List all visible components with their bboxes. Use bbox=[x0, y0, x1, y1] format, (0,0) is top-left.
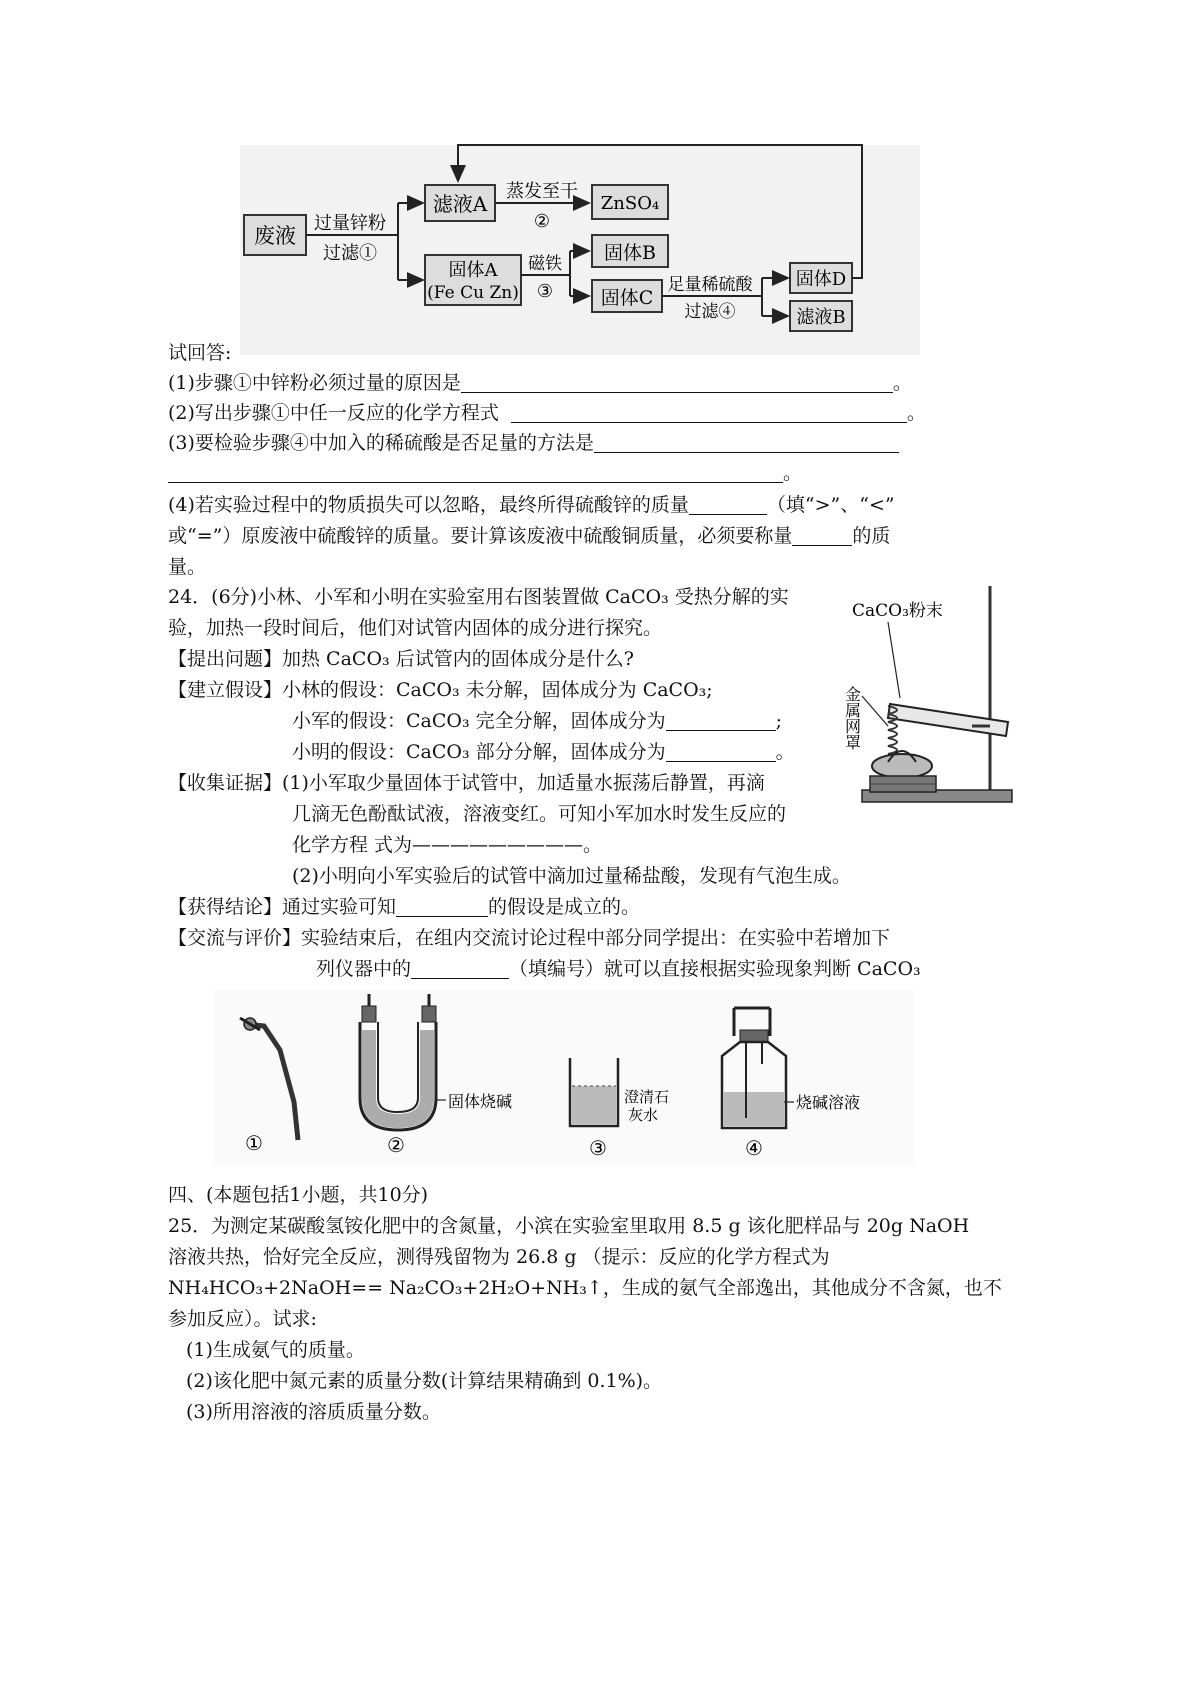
q25-line3: NH₄HCO₃+2NaOH== Na₂CO₃+2H₂O+NH₃↑，生成的氨气全部逸出，其他成分不含氮，也不 bbox=[168, 1277, 1002, 1299]
q23-part2-blank[interactable] bbox=[511, 400, 907, 423]
step4-top-label: 足量稀硫酸 bbox=[667, 275, 753, 295]
q25-line2: 溶液共热，恰好完全反应，测得残留物为 26.8 g （提示：反应的化学方程式为 bbox=[168, 1246, 830, 1268]
q24-hypothesis-2 bbox=[292, 704, 782, 738]
metal-mesh-label bbox=[843, 686, 862, 750]
q23-part2-end: 。 bbox=[906, 402, 926, 424]
box-filtrate-b-text: 滤液B bbox=[796, 307, 846, 328]
q23-part4-text-b: （填“>”、“<” bbox=[766, 494, 895, 516]
q24-question-text: 加热 CaCO₃ 后试管内的固体成分是什么? bbox=[282, 648, 634, 670]
section4-title: 四、(本题包括1小题，共10分) bbox=[168, 1184, 429, 1206]
box-solid-d-text: 固体D bbox=[795, 269, 847, 290]
apparatus-1-label: ① bbox=[245, 1131, 263, 1155]
apparatus-background bbox=[214, 990, 914, 1165]
q23-part3-blank-b[interactable] bbox=[168, 460, 783, 483]
apparatus-4-label: ④ bbox=[745, 1136, 763, 1160]
caco3-powder-label: CaCO₃粉末 bbox=[852, 601, 943, 621]
mesh-pointer-line bbox=[862, 696, 888, 726]
q23-part4-line2 bbox=[168, 519, 890, 553]
q24-conclusion-blank[interactable] bbox=[396, 894, 488, 917]
q24-hypothesis-3-blank[interactable] bbox=[666, 739, 776, 762]
q25-line1: 25．为测定某碳酸氢铵化肥中的含氮量，小滨在实验室里取用 8.5 g 该化肥样品与 20g NaOH bbox=[168, 1215, 970, 1237]
pointer-line bbox=[888, 622, 900, 698]
q24-evaluation-2 bbox=[316, 952, 921, 986]
q24-hypothesis-label: 【建立假设】 bbox=[168, 679, 283, 701]
q23-part3-text: (3)要检验步骤④中加入的稀硫酸是否足量的方法是 bbox=[168, 432, 594, 454]
q24-conclusion bbox=[168, 890, 640, 924]
q24-evidence-1c: 化学方程 式为—————————。 bbox=[292, 834, 603, 856]
q24-conclusion-b: 的假设是成立的。 bbox=[488, 896, 641, 918]
q24-hypothesis-1 bbox=[168, 673, 713, 707]
q23-part4-text-a: (4)若实验过程中的物质损失可以忽略，最终所得硫酸锌的质量 bbox=[168, 494, 689, 516]
q24-evaluation-label: 【交流与评价】 bbox=[168, 927, 302, 949]
q24-evaluation-b2: （填编号）就可以直接根据实验现象判断 CaCO₃ bbox=[509, 958, 921, 980]
process-flowchart bbox=[240, 135, 960, 365]
step4-bottom-label: 过滤④ bbox=[684, 302, 736, 322]
q23-part4-line3: 量。 bbox=[168, 556, 207, 578]
box-solid-b-text: 固体B bbox=[604, 242, 656, 264]
q24-evaluation-1 bbox=[168, 921, 890, 955]
box-solid-c-text: 固体C bbox=[600, 287, 654, 309]
box-znso4-text: ZnSO₄ bbox=[600, 193, 660, 214]
q23-part2-text: (2)写出步骤①中任一反应的化学方程式 bbox=[168, 402, 499, 424]
q23-part4-line1 bbox=[168, 488, 895, 522]
step3-bottom-label: ③ bbox=[536, 281, 554, 302]
q23-part4-blank-a[interactable] bbox=[689, 492, 767, 515]
q23-part4-text-c: 或“=”）原废液中硫酸锌的质量。要计算该废液中硫酸铜质量，必须要称量 bbox=[168, 525, 793, 547]
box-waste-text: 废液 bbox=[254, 224, 296, 248]
q24-evaluation-b1: 列仪器中的 bbox=[316, 958, 412, 980]
q24-hypothesis-2-end: ; bbox=[775, 710, 783, 732]
q24-line2: 验，加热一段时间后，他们对试管内固体的成分进行探究。 bbox=[168, 617, 663, 639]
q24-hypothesis-3-end: 。 bbox=[775, 741, 795, 763]
q23-part2 bbox=[168, 396, 926, 430]
q23-part3-end: 。 bbox=[783, 462, 803, 484]
q24-hypothesis-2-text: 小军的假设：CaCO₃ 完全分解，固体成分为 bbox=[292, 710, 666, 732]
q24-evaluation-blank[interactable] bbox=[411, 956, 509, 979]
box-solid-a-line2: (Fe Cu Zn) bbox=[427, 283, 519, 303]
q24-question-label: 【提出问题】 bbox=[168, 648, 283, 670]
step2-bottom-label: ② bbox=[533, 211, 551, 232]
q23-intro: 试回答: bbox=[168, 342, 232, 364]
q24-hypothesis-1-text: 小林的假设：CaCO₃ 未分解，固体成分为 CaCO₃; bbox=[282, 679, 713, 701]
q24-hypothesis-3-text: 小明的假设：CaCO₃ 部分分解，固体成分为 bbox=[292, 741, 666, 763]
alcohol-lamp bbox=[872, 754, 932, 778]
q25-sub2: (2)该化肥中氮元素的质量分数(计算结果精确到 0.1%)。 bbox=[186, 1370, 663, 1392]
solid-naoh-label: 固体烧碱 bbox=[448, 1092, 513, 1111]
q23-part4-blank-b[interactable] bbox=[792, 523, 852, 546]
q25-sub3: (3)所用溶液的溶质质量分数。 bbox=[186, 1401, 441, 1423]
box-solid-a-line1: 固体A bbox=[448, 260, 498, 281]
naoh-solution-label: 烧碱溶液 bbox=[796, 1093, 861, 1112]
q24-evidence-1 bbox=[168, 766, 765, 800]
q23-part3-cont bbox=[168, 456, 802, 490]
q25-sub1: (1)生成氨气的质量。 bbox=[186, 1339, 365, 1361]
q23-part1 bbox=[168, 366, 912, 400]
limewater-label-1: 澄清石 bbox=[624, 1088, 670, 1106]
q24-evidence-1b: 几滴无色酚酞试液，溶液变红。可知小军加水时发生反应的 bbox=[292, 803, 787, 825]
q24-hypothesis-2-blank[interactable] bbox=[666, 708, 776, 731]
limewater-label-2: 灰水 bbox=[628, 1106, 659, 1124]
q24-evidence-2: (2)小明向小军实验后的试管中滴加过量稀盐酸，发现有气泡生成。 bbox=[292, 865, 851, 887]
q23-part1-blank[interactable] bbox=[461, 370, 893, 393]
q23-part1-end: 。 bbox=[892, 372, 912, 394]
caco3-heating-svg bbox=[842, 586, 1028, 811]
step1-top-label: 过量锌粉 bbox=[314, 213, 386, 234]
q24-question bbox=[168, 642, 634, 676]
q23-part1-text: (1)步骤①中锌粉必须过量的原因是 bbox=[168, 372, 461, 394]
q24-hypothesis-3 bbox=[292, 735, 795, 769]
apparatus-2-label: ② bbox=[387, 1133, 405, 1157]
q23-part3 bbox=[168, 426, 899, 460]
q23-part3-blank-a[interactable] bbox=[594, 430, 899, 453]
box-filtrate-a-text: 滤液A bbox=[432, 192, 488, 216]
q24-conclusion-label: 【获得结论】 bbox=[168, 896, 283, 918]
q24-evidence-1a: (1)小军取少量固体于试管中，加适量水振荡后静置，再滴 bbox=[282, 772, 765, 794]
step2-top-label: 蒸发至干 bbox=[506, 181, 578, 202]
step1-bottom-label: 过滤① bbox=[323, 243, 377, 264]
q24-conclusion-a: 通过实验可知 bbox=[282, 896, 397, 918]
q24-evaluation-a: 实验结束后，在组内交流讨论过程中部分同学提出：在实验中若增加下 bbox=[301, 927, 891, 949]
step3-top-label: 磁铁 bbox=[528, 254, 562, 274]
apparatus-svg bbox=[214, 990, 914, 1165]
apparatus-figure-row bbox=[214, 990, 914, 1165]
q23-part4-text-d: 的质 bbox=[852, 525, 891, 547]
q25-line4: 参加反应）。试求: bbox=[168, 1308, 317, 1330]
flowchart-svg bbox=[240, 135, 960, 365]
q24-line1: 24．(6分)小林、小军和小明在实验室用右图装置做 CaCO₃ 受热分解的实 bbox=[168, 586, 789, 608]
q24-evidence-label: 【收集证据】 bbox=[168, 772, 283, 794]
metal-mesh-label-text: 金属网罩 bbox=[842, 686, 862, 750]
apparatus-3-label: ③ bbox=[589, 1136, 607, 1160]
caco3-heating-figure bbox=[842, 586, 1028, 811]
